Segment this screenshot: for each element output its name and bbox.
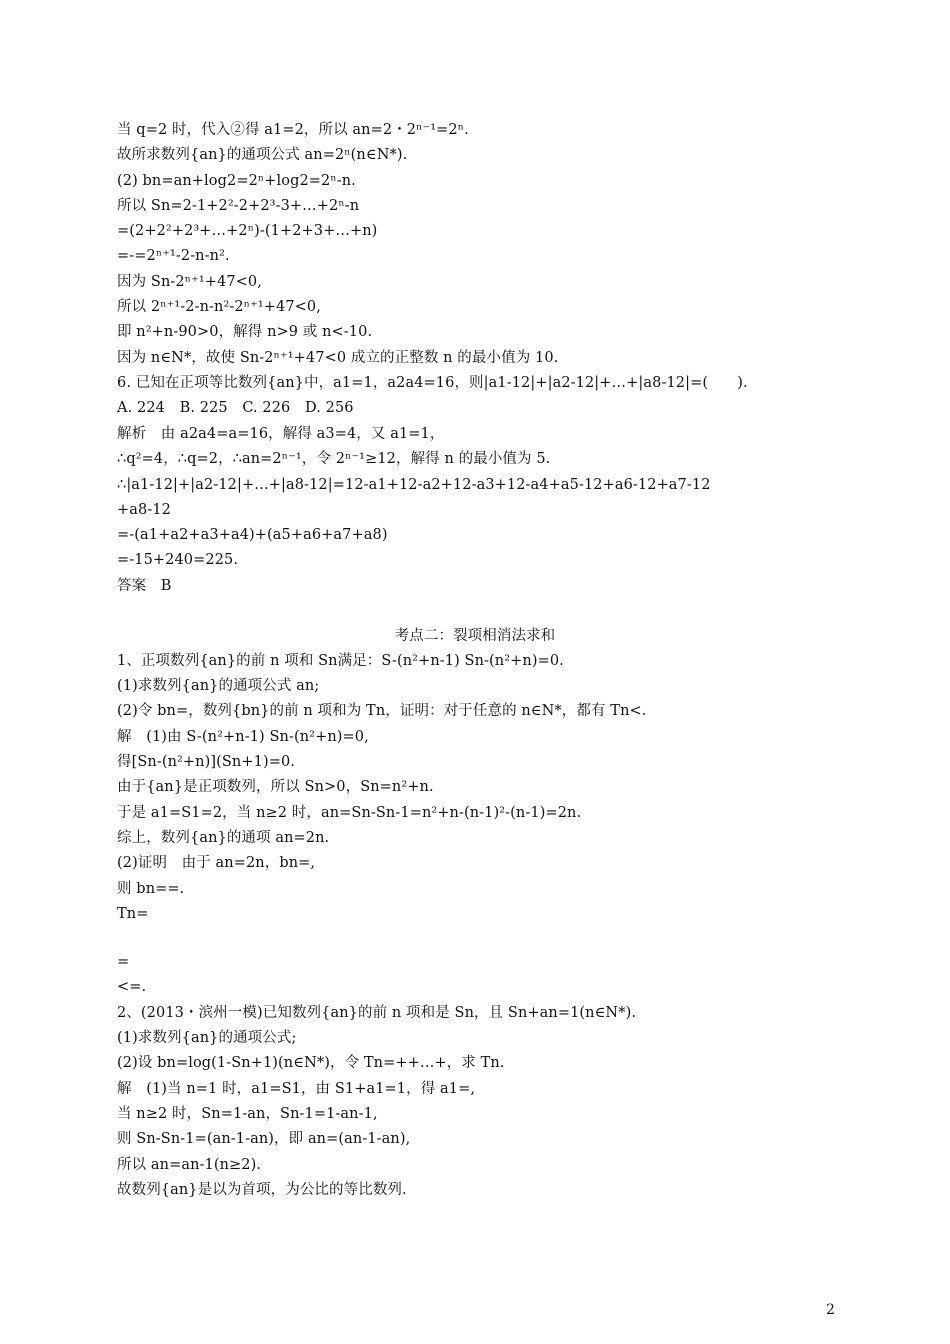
text-line: ∴q²=4，∴q=2，∴an=2ⁿ⁻¹，令 2ⁿ⁻¹≥12，解得 n 的最小值为 5. (117, 451, 551, 467)
text-line: 由于{an}是正项数列，所以 Sn>0，Sn=n²+n. (117, 779, 434, 795)
text-line: (2)设 bn=log(1-Sn+1)(n∈N*)，令 Tn=++…+，求 Tn. (117, 1055, 505, 1071)
question-line: 1、正项数列{an}的前 n 项和 Sn满足：S-(n²+n-1) Sn-(n²+n)=0. (117, 653, 564, 669)
text-line: 所以 Sn=2-1+2²-2+2³-3+…+2ⁿ-n (117, 198, 360, 214)
text-line: (2)证明 由于 an=2n，bn=, (117, 855, 316, 871)
question-line: 2、(2013・滨州一模)已知数列{an}的前 n 项和是 Sn，且 Sn+an=1(n∈N*). (117, 1005, 637, 1021)
text-line: 综上，数列{an}的通项 an=2n. (117, 830, 330, 846)
text-line: 解 (1)由 S-(n²+n-1) Sn-(n²+n)=0, (117, 729, 369, 745)
text-line: 则 Sn-Sn-1=(an-1-an)，即 an=(an-1-an), (117, 1131, 411, 1147)
text-line: =-=2ⁿ⁺¹-2-n-n². (117, 248, 230, 264)
text-line: 解 (1)当 n=1 时，a1=S1，由 S1+a1=1，得 a1=, (117, 1081, 476, 1097)
text-line: =-15+240=225. (117, 552, 239, 568)
section-heading: 考点二：裂项相消法求和 (394, 628, 556, 644)
text-line: 当 n≥2 时，Sn=1-an，Sn-1=1-an-1, (117, 1106, 378, 1122)
text-line: (1)求数列{an}的通项公式; (117, 1030, 297, 1046)
text-line: 于是 a1=S1=2，当 n≥2 时，an=Sn-Sn-1=n²+n-(n-1)²-(n-1)=2n. (117, 805, 582, 821)
text-line: 即 n²+n-90>0，解得 n>9 或 n<-10. (117, 324, 373, 340)
options-line: A. 224 B. 225 C. 226 D. 256 (117, 400, 354, 416)
text-line: 因为 n∈N*，故使 Sn-2ⁿ⁺¹+47<0 成立的正整数 n 的最小值为 10. (117, 350, 559, 366)
text-line: =(2+2²+2³+…+2ⁿ)-(1+2+3+…+n) (117, 223, 378, 239)
text-line: 故数列{an}是以为首项，为公比的等比数列. (117, 1182, 407, 1198)
page-number: 2 (826, 1302, 835, 1318)
text-line: 所以 an=an-1(n≥2). (117, 1157, 262, 1173)
text-line: 所以 2ⁿ⁺¹-2-n-n²-2ⁿ⁺¹+47<0, (117, 299, 321, 315)
text-line: (2)令 bn=，数列{bn}的前 n 项和为 Tn，证明：对于任意的 n∈N*，都有 Tn<. (117, 703, 647, 719)
text-line: = (117, 954, 130, 970)
text-line: =-(a1+a2+a3+a4)+(a5+a6+a7+a8) (117, 527, 388, 543)
text-line: 则 bn==. (117, 881, 185, 897)
text-line: ∴|a1-12|+|a2-12|+…+|a8-12|=12-a1+12-a2+12-a3+12-a4+a5-12+a6-12+a7-12 (117, 477, 711, 493)
question-line: 6. 已知在正项等比数列{an}中，a1=1，a2a4=16，则|a1-12|+|a2-12|+…+|a8-12|=( ). (117, 375, 748, 391)
text-line: 故所求数列{an}的通项公式 an=2ⁿ(n∈N*). (117, 147, 408, 163)
text-line: (1)求数列{an}的通项公式 an; (117, 678, 320, 694)
text-line: +a8-12 (117, 502, 171, 518)
text-line: 当 q=2 时，代入②得 a1=2，所以 an=2・2ⁿ⁻¹=2ⁿ. (117, 122, 469, 138)
text-line: Tn= (117, 906, 149, 922)
text-line: 解析 由 a2a4=a=16，解得 a3=4，又 a1=1， (117, 426, 445, 442)
text-line: 因为 Sn-2ⁿ⁺¹+47<0, (117, 274, 262, 290)
text-line: 得[Sn-(n²+n)](Sn+1)=0. (117, 754, 295, 770)
text-line: <=. (117, 979, 147, 995)
text-line: (2) bn=an+log2=2ⁿ+log2=2ⁿ-n. (117, 173, 356, 189)
answer-line: 答案 B (117, 578, 172, 594)
